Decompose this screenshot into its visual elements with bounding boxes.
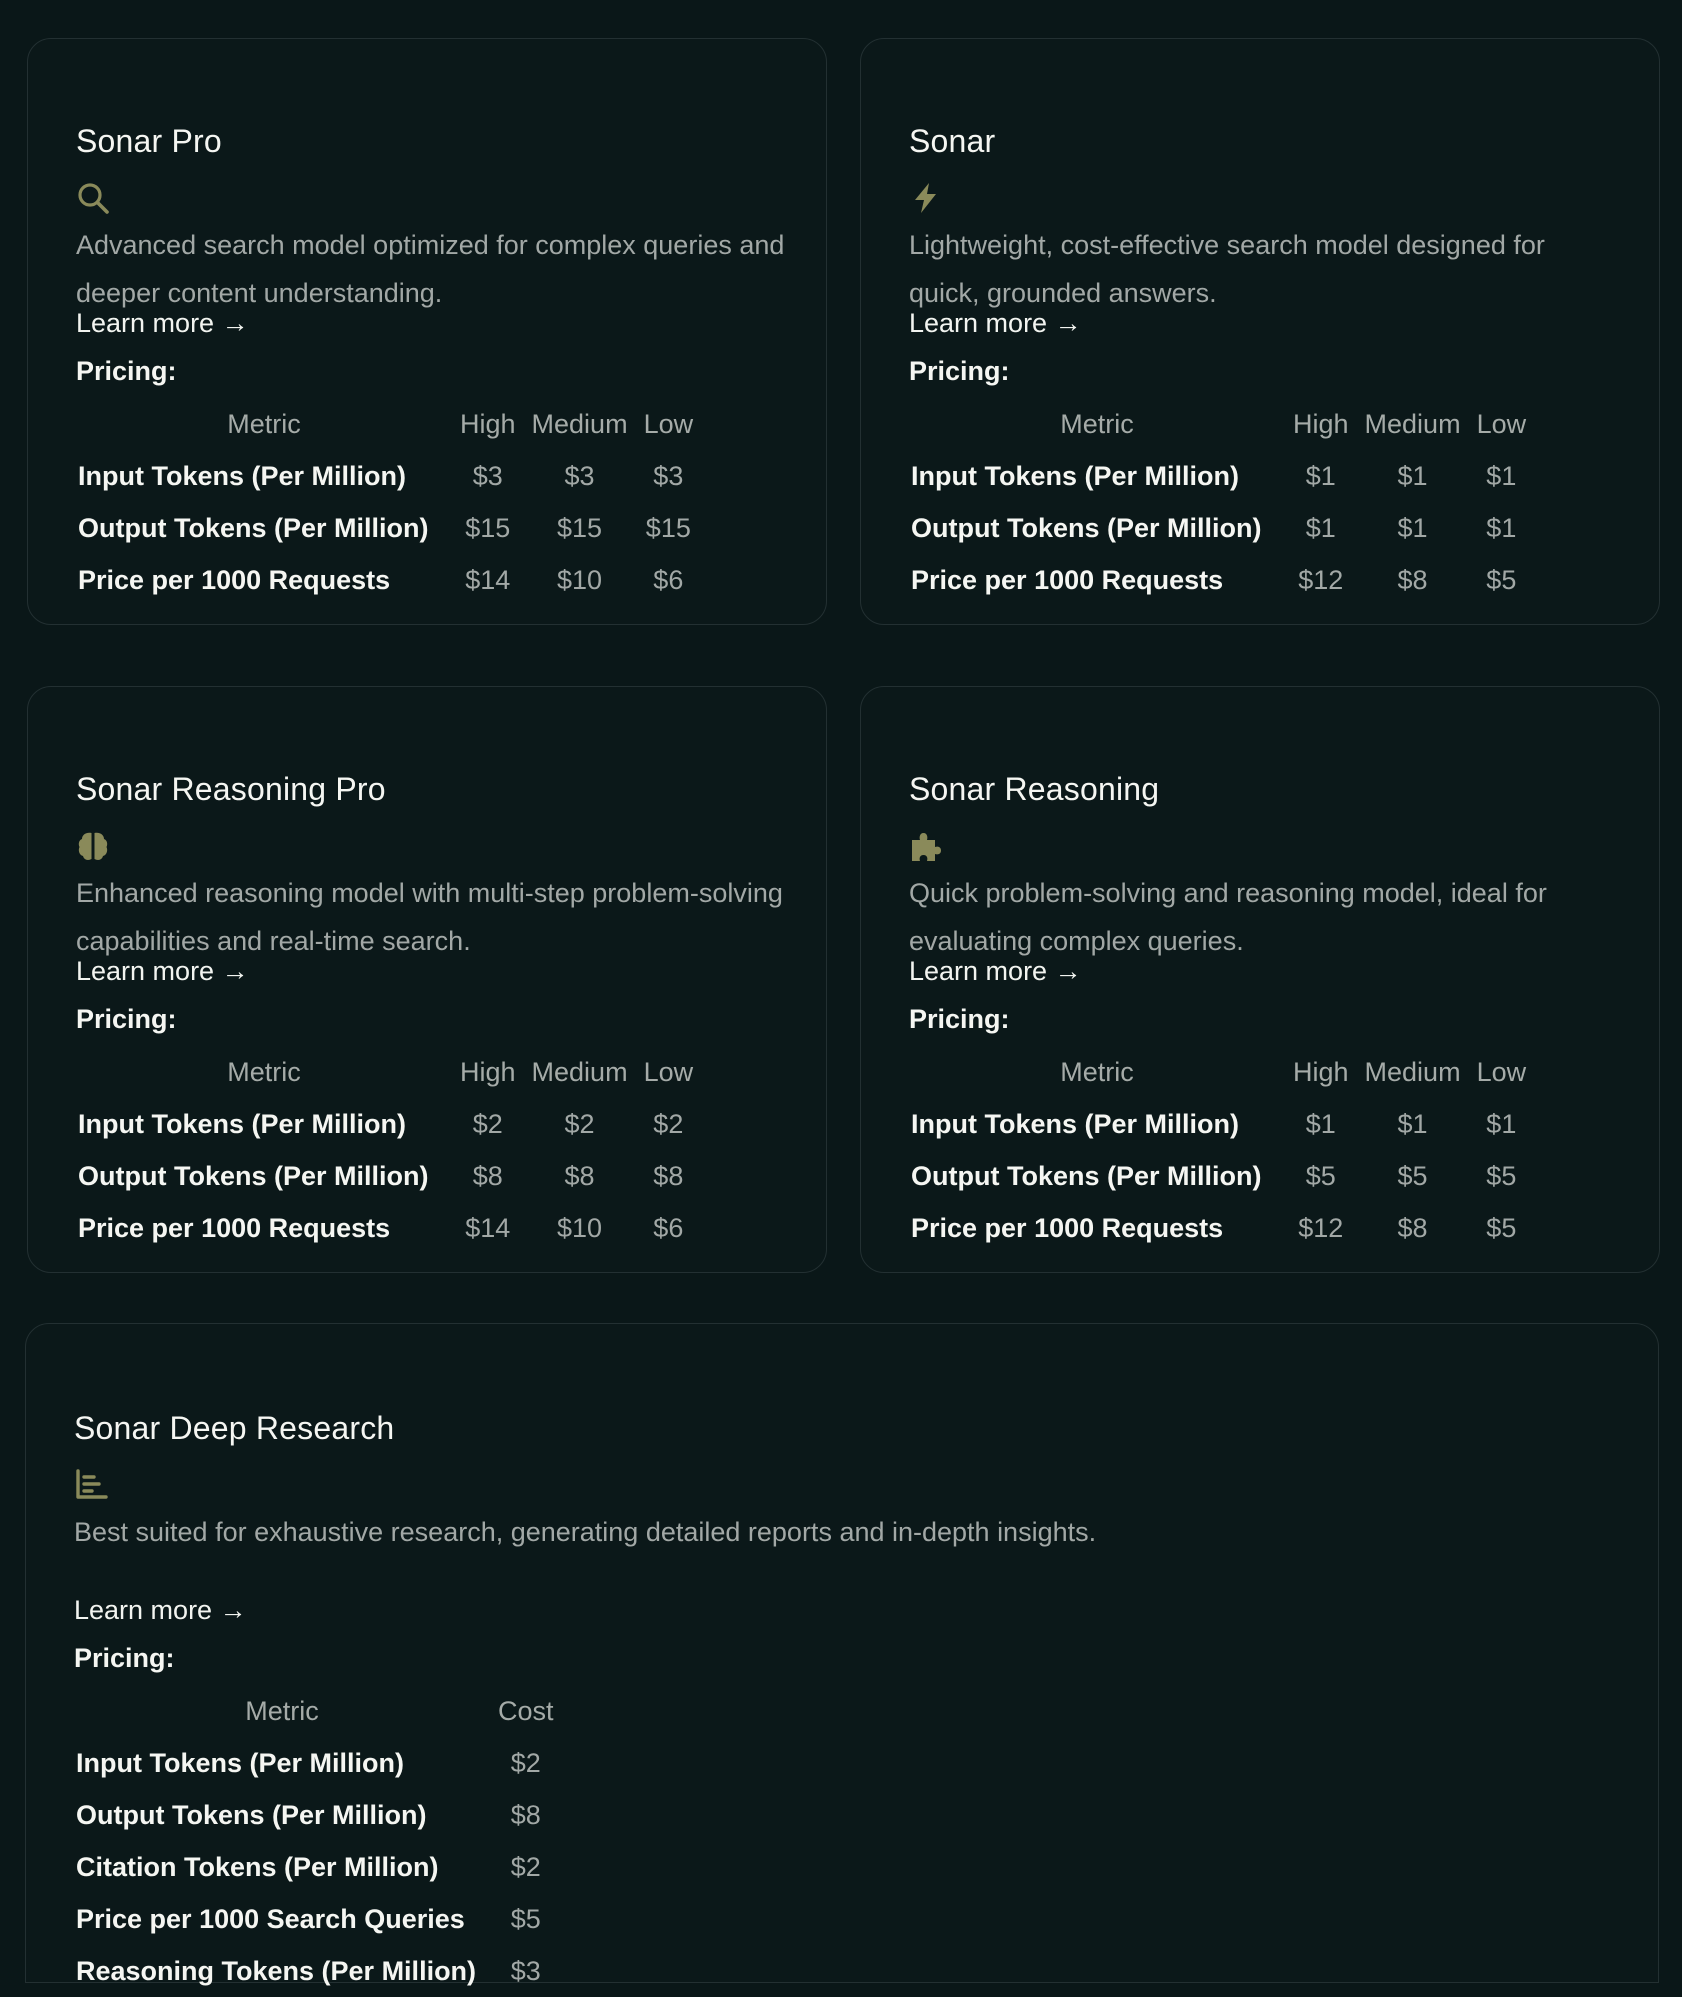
table-row (909, 502, 1534, 554)
column-header: High (460, 408, 516, 439)
price-cell: $5 (1397, 1160, 1428, 1191)
card-title: Sonar Reasoning Pro (76, 771, 386, 807)
table-row (909, 1150, 1534, 1202)
price-cell: $1 (1397, 1108, 1428, 1139)
model-card-sonar-pro (27, 38, 827, 625)
learn-more-link[interactable]: Learn more → (76, 956, 249, 986)
table-header-row (76, 398, 701, 450)
price-cell: $5 (1305, 1160, 1336, 1191)
price-cell: $2 (653, 1108, 684, 1139)
price-cell: $12 (1298, 1212, 1344, 1243)
table-row (76, 554, 701, 606)
card-title: Sonar (909, 123, 996, 159)
table-row (76, 1150, 701, 1202)
learn-more-link[interactable]: Learn more → (76, 308, 249, 338)
model-card-sonar (860, 38, 1660, 625)
price-cell: $1 (1486, 512, 1517, 543)
card-description: Enhanced reasoning model with multi-step problem-solving capabilities and real-time search. (76, 878, 783, 956)
price-cell: $3 (564, 460, 595, 491)
price-cell: $14 (465, 564, 511, 595)
price-cell: $5 (1486, 1212, 1517, 1243)
card-title: Sonar Reasoning (909, 771, 1160, 807)
price-cell: $15 (645, 512, 691, 543)
metric-cell: Output Tokens (Per Million) (911, 1160, 1262, 1191)
puzzle-icon (909, 829, 943, 863)
price-cell: $1 (1397, 460, 1428, 491)
metric-cell: Citation Tokens (Per Million) (76, 1851, 439, 1882)
pricing-label: Pricing: (909, 1004, 1010, 1034)
price-cell: $6 (653, 1212, 684, 1243)
metric-cell: Input Tokens (Per Million) (76, 1747, 404, 1778)
search-icon (76, 181, 110, 215)
price-cell: $12 (1298, 564, 1344, 595)
price-cell: $1 (1305, 512, 1336, 543)
price-cell: $5 (1486, 1160, 1517, 1191)
card-title: Sonar Deep Research (74, 1410, 395, 1446)
pricing-table (76, 398, 701, 606)
column-header: High (460, 1056, 516, 1087)
pricing-table (909, 398, 1534, 606)
pricing-table (76, 1046, 701, 1254)
table-row (74, 1893, 562, 1945)
price-cell: $15 (557, 512, 603, 543)
metric-cell: Input Tokens (Per Million) (911, 460, 1239, 491)
price-cell: $3 (510, 1955, 541, 1986)
learn-more-link[interactable]: Learn more → (909, 308, 1082, 338)
model-card-sonar-deep-research (25, 1323, 1659, 1986)
price-cell: $2 (510, 1851, 541, 1882)
card-description: Advanced search model optimized for complex queries and deeper content understanding. (76, 230, 785, 308)
column-header: Low (1476, 1056, 1527, 1087)
table-row (76, 1098, 701, 1150)
table-row (74, 1789, 562, 1841)
metric-cell: Output Tokens (Per Million) (76, 1799, 427, 1830)
price-cell: $8 (1397, 564, 1428, 595)
metric-cell: Input Tokens (Per Million) (78, 460, 406, 491)
table-header-row (909, 398, 1534, 450)
bar-chart-icon (74, 1468, 108, 1502)
column-header: Metric (1060, 408, 1134, 439)
card-description: Quick problem-solving and reasoning model, ideal for evaluating complex queries. (909, 878, 1547, 956)
price-cell: $14 (465, 1212, 511, 1243)
pricing-table (909, 1046, 1534, 1254)
price-cell: $2 (472, 1108, 503, 1139)
column-header: Medium (531, 408, 628, 439)
price-cell: $8 (1397, 1212, 1428, 1243)
card-description: Lightweight, cost-effective search model designed for quick, grounded answers. (909, 230, 1545, 308)
brain-icon (76, 829, 110, 863)
price-cell: $8 (472, 1160, 503, 1191)
column-header: Medium (531, 1056, 628, 1087)
model-card-sonar-reasoning (860, 686, 1660, 1273)
price-cell: $1 (1305, 460, 1336, 491)
table-row (76, 1202, 701, 1254)
price-cell: $5 (510, 1903, 541, 1934)
column-header: Metric (245, 1695, 319, 1726)
price-cell: $10 (557, 564, 603, 595)
price-cell: $2 (510, 1747, 541, 1778)
metric-cell: Input Tokens (Per Million) (78, 1108, 406, 1139)
price-cell: $2 (564, 1108, 595, 1139)
table-row (76, 502, 701, 554)
price-cell: $1 (1305, 1108, 1336, 1139)
price-cell: $1 (1486, 1108, 1517, 1139)
table-header-row (76, 1046, 701, 1098)
pricing-table (74, 1685, 562, 1997)
column-header: Metric (227, 1056, 301, 1087)
table-row (74, 1737, 562, 1789)
table-header-row (909, 1046, 1534, 1098)
price-cell: $3 (653, 460, 684, 491)
price-cell: $10 (557, 1212, 603, 1243)
metric-cell: Price per 1000 Requests (911, 564, 1224, 595)
price-cell: $3 (472, 460, 503, 491)
column-header: Medium (1364, 1056, 1461, 1087)
table-row (76, 450, 701, 502)
price-cell: $8 (564, 1160, 595, 1191)
table-row (909, 1202, 1534, 1254)
table-row (74, 1945, 562, 1997)
metric-cell: Price per 1000 Requests (78, 564, 391, 595)
column-header: Low (1476, 408, 1527, 439)
price-cell: $8 (653, 1160, 684, 1191)
metric-cell: Price per 1000 Requests (911, 1212, 1224, 1243)
column-header: Medium (1364, 408, 1461, 439)
pricing-label: Pricing: (909, 356, 1010, 386)
card-title: Sonar Pro (76, 123, 222, 159)
column-header: High (1293, 1056, 1349, 1087)
metric-cell: Input Tokens (Per Million) (911, 1108, 1239, 1139)
lightning-icon (909, 181, 943, 215)
model-card-sonar-reasoning-pro (27, 686, 827, 1273)
column-header: Low (643, 1056, 694, 1087)
table-row (909, 554, 1534, 606)
price-cell: $15 (465, 512, 511, 543)
table-row (909, 450, 1534, 502)
pricing-label: Pricing: (76, 1004, 177, 1034)
price-cell: $6 (653, 564, 684, 595)
metric-cell: Price per 1000 Requests (78, 1212, 391, 1243)
pricing-label: Pricing: (76, 356, 177, 386)
learn-more-link[interactable]: Learn more → (74, 1595, 247, 1625)
table-header-row (74, 1685, 562, 1737)
price-cell: $1 (1397, 512, 1428, 543)
metric-cell: Reasoning Tokens (Per Million) (76, 1955, 477, 1986)
metric-cell: Price per 1000 Search Queries (76, 1903, 465, 1934)
column-header: Metric (1060, 1056, 1134, 1087)
learn-more-link[interactable]: Learn more → (909, 956, 1082, 986)
price-cell: $8 (510, 1799, 541, 1830)
metric-cell: Output Tokens (Per Million) (78, 512, 429, 543)
metric-cell: Output Tokens (Per Million) (911, 512, 1262, 543)
column-header: High (1293, 408, 1349, 439)
table-row (74, 1841, 562, 1893)
card-description: Best suited for exhaustive research, generating detailed reports and in-depth insights. (74, 1517, 1097, 1547)
column-header: Low (643, 408, 694, 439)
price-cell: $1 (1486, 460, 1517, 491)
metric-cell: Output Tokens (Per Million) (78, 1160, 429, 1191)
column-header: Metric (227, 408, 301, 439)
table-row (909, 1098, 1534, 1150)
pricing-label: Pricing: (74, 1643, 175, 1673)
column-header: Cost (498, 1695, 554, 1726)
price-cell: $5 (1486, 564, 1517, 595)
